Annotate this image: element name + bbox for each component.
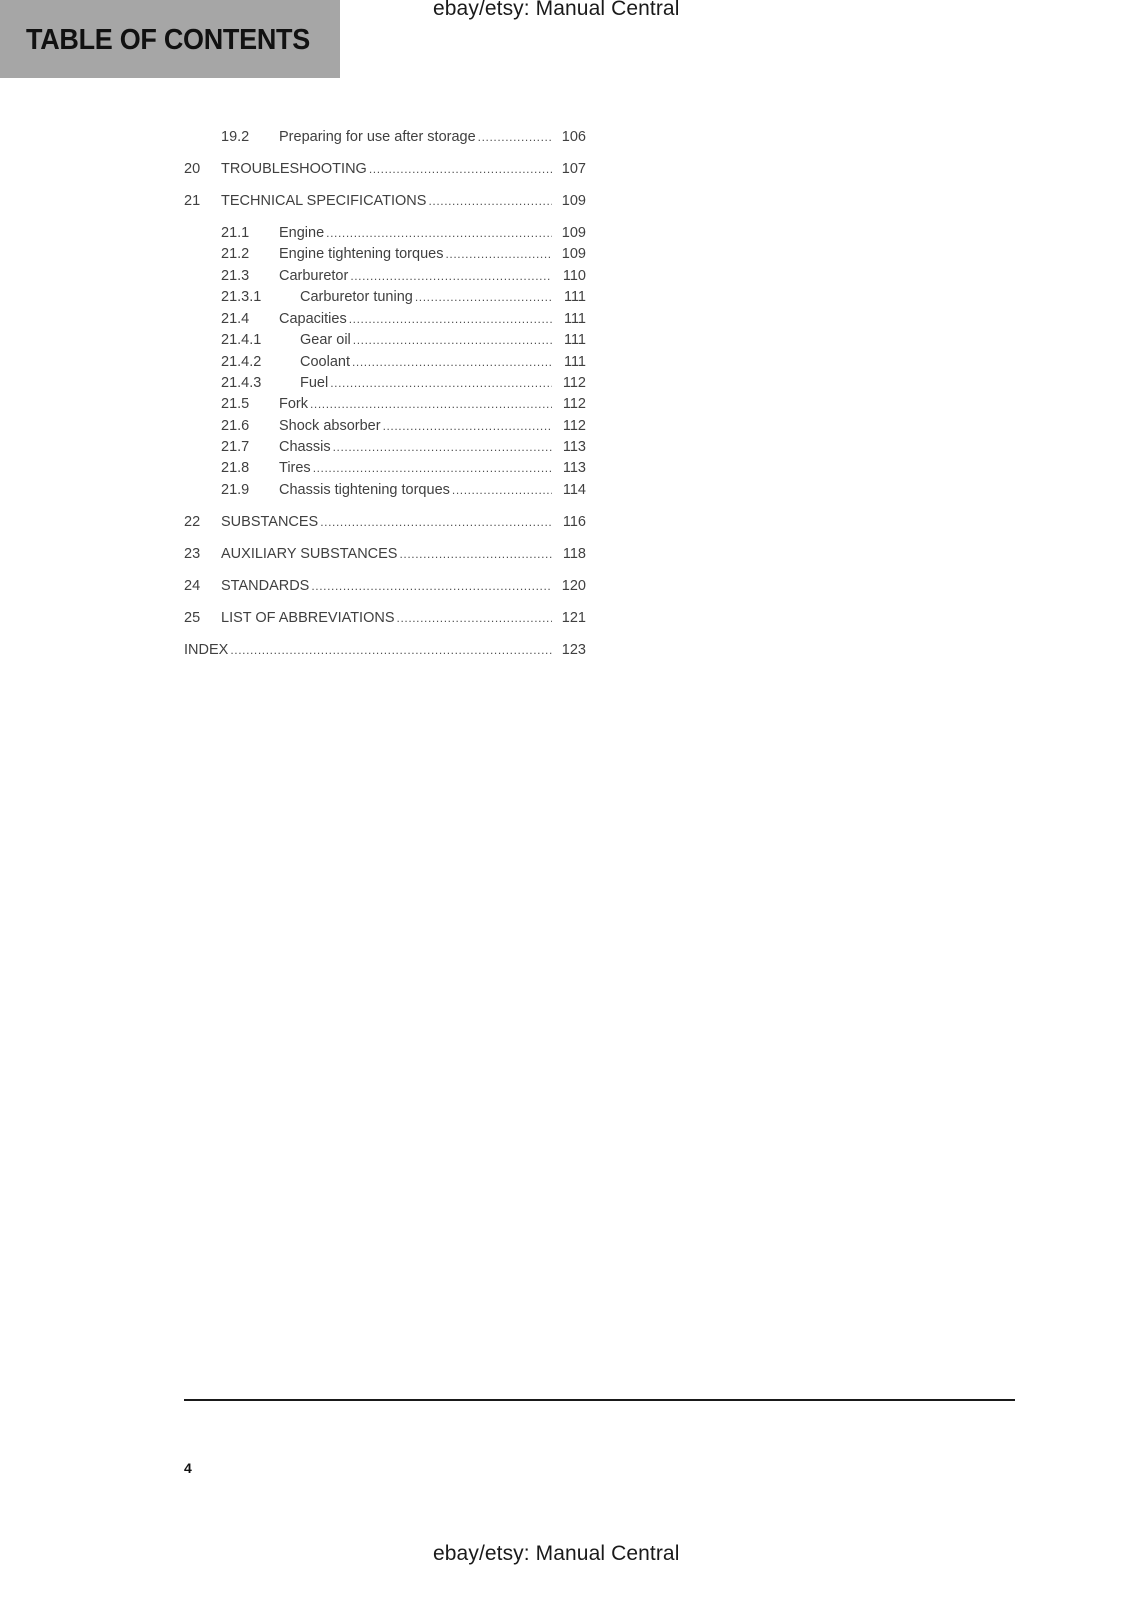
toc-entry-page: 107 [561,161,586,177]
toc-entry[interactable] [221,129,586,149]
toc-entry-page: 123 [561,642,586,658]
dot-leader [313,461,552,475]
toc-entry-number: 24 [184,578,201,594]
toc-entry-page: 111 [563,311,586,327]
toc-entry-number: 19.2 [221,129,250,145]
toc-entry-number: 21.2 [221,246,250,262]
toc-entry-label: Capacities [279,311,347,327]
toc-entry-label: SUBSTANCES [221,514,319,530]
dot-leader [320,515,552,529]
toc-entry-label: INDEX [184,642,229,658]
toc-entry-page: 114 [562,482,586,498]
toc-entry-index[interactable] [184,642,586,662]
toc-entry-label: Tires [279,460,311,476]
dot-leader [478,130,552,144]
toc-entry-number: 21.4.2 [221,354,262,370]
toc-entry-number: 21.3 [221,268,250,284]
dot-leader [445,247,552,261]
dot-leader [397,611,552,625]
toc-entry-label: Preparing for use after storage [279,129,476,145]
toc-entry-page: 109 [561,193,586,209]
dot-leader [415,290,552,304]
toc-entry[interactable] [221,225,586,245]
toc-entry-number: 21.5 [221,396,250,412]
toc-entry-page: 113 [562,460,586,476]
toc-entry-label: Chassis tightening torques [279,482,450,498]
toc-entry[interactable] [221,418,586,438]
dot-leader [311,579,552,593]
toc-entry[interactable] [184,546,586,566]
toc-entry[interactable] [184,193,586,213]
toc-entry[interactable] [184,161,586,181]
toc-entry-page: 111 [563,354,586,370]
toc-entry-number: 21.4.1 [221,332,262,348]
toc-entry[interactable] [221,354,586,374]
toc-entry-page: 112 [562,418,586,434]
toc-entry-label: Coolant [300,354,350,370]
toc-entry-label: TROUBLESHOOTING [221,161,367,177]
toc-entry-label: Fuel [300,375,329,391]
toc-entry-page: 116 [562,514,586,530]
dot-leader [326,226,552,240]
toc-entry[interactable] [221,246,586,266]
toc-entry-label: AUXILIARY SUBSTANCES [221,546,398,562]
dot-leader [310,397,552,411]
toc-entry[interactable] [221,289,586,309]
dot-leader [349,312,552,326]
toc-entry-number: 25 [184,610,201,626]
dot-leader [428,194,552,208]
toc-entry-label: Carburetor [279,268,349,284]
watermark-bottom: ebay/etsy: Manual Central [433,1542,680,1565]
toc-entry[interactable] [221,439,586,459]
toc-entry-page: 109 [561,246,586,262]
toc-entry[interactable] [184,610,586,630]
toc-entry-page: 110 [562,268,586,284]
toc-entry-page: 112 [562,375,586,391]
dot-leader [369,162,552,176]
toc-entry-number: 21.4.3 [221,375,262,391]
toc-entry-number: 21.3.1 [221,289,262,305]
dot-leader [353,333,552,347]
toc-entry-page: 111 [563,332,586,348]
toc-entry-number: 21.8 [221,460,250,476]
toc-entry[interactable] [221,332,586,352]
toc-entry-label: Gear oil [300,332,351,348]
dot-leader [330,376,552,390]
toc-entry[interactable] [221,268,586,288]
toc-entry-number: 21.1 [221,225,250,241]
dot-leader [333,440,552,454]
dot-leader [230,643,552,657]
toc-entry-label: STANDARDS [221,578,310,594]
toc-entry-page: 106 [561,129,586,145]
dot-leader [399,547,552,561]
watermark-top: ebay/etsy: Manual Central [433,0,680,20]
dot-leader [352,355,552,369]
toc-entry-label: LIST OF ABBREVIATIONS [221,610,395,626]
toc-entry-number: 21.7 [221,439,250,455]
toc-entry-number: 21.6 [221,418,250,434]
page-number: 4 [184,1460,192,1476]
toc-entry[interactable] [184,578,586,598]
toc-entry-number: 21.9 [221,482,250,498]
section-header [0,0,340,78]
toc-entry-number: 22 [184,514,201,530]
dot-leader [350,269,552,283]
toc-entry-number: 23 [184,546,201,562]
toc-entry-page: 112 [562,396,586,412]
toc-entry[interactable] [221,375,586,395]
toc-entry-label: Carburetor tuning [300,289,413,305]
dot-leader [383,419,552,433]
toc-entry-page: 118 [562,546,586,562]
toc-entry-label: Chassis [279,439,331,455]
toc-entry[interactable] [221,311,586,331]
toc-entry[interactable] [184,514,586,534]
toc-entry-label: Engine tightening torques [279,246,444,262]
toc-entry-number: 20 [184,161,201,177]
toc-entry-number: 21 [184,193,201,209]
toc-entry-page: 113 [562,439,586,455]
toc-entry[interactable] [221,396,586,416]
toc-entry[interactable] [221,460,586,480]
toc-entry-page: 111 [563,289,586,305]
toc-entry[interactable] [221,482,586,502]
toc-entry-page: 120 [561,578,586,594]
dot-leader [452,483,552,497]
toc-entry-page: 121 [561,610,586,626]
footer-divider [184,1399,1015,1401]
toc-entry-label: Engine [279,225,325,241]
toc-entry-number: 21.4 [221,311,250,327]
toc-entry-label: Fork [279,396,308,412]
toc-entry-label: TECHNICAL SPECIFICATIONS [221,193,427,209]
toc-entry-page: 109 [561,225,586,241]
toc-entry-label: Shock absorber [279,418,381,434]
page-title: TABLE OF CONTENTS [26,24,310,56]
